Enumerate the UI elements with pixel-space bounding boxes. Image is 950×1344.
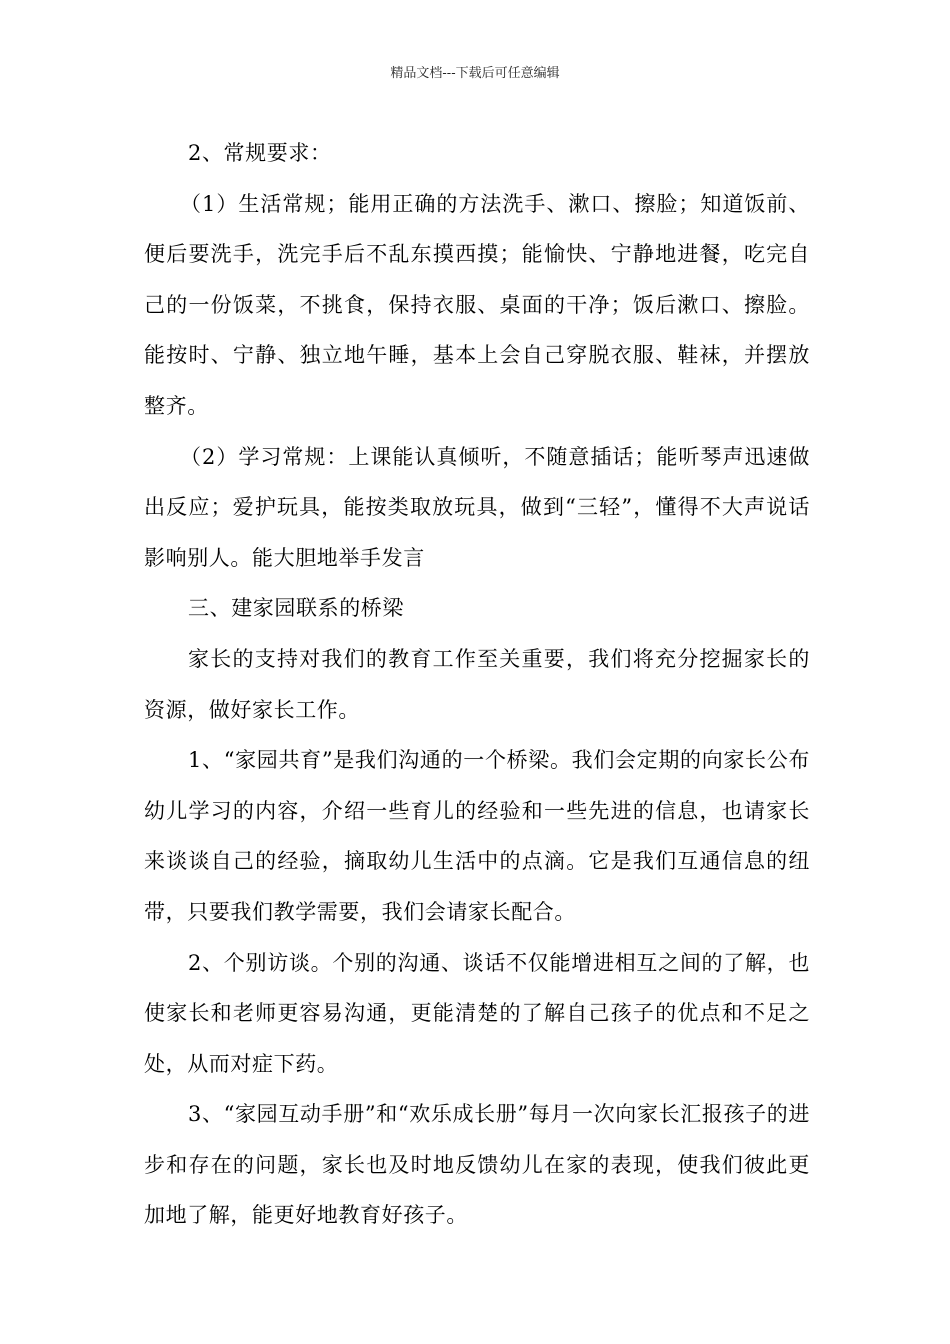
paragraph-life-routine: （1）生活常规；能用正确的方法洗手、漱口、擦脸；知道饭前、便后要洗手，洗完手后不乱东摸西摸；能愉快、宁静地进餐，吃完自己的一份饭菜，不挑食，保持衣服、桌面的干净；饭后漱口、擦脸。能按时、宁静、独立地午睡，基本上会自己穿脱衣服、鞋袜，并摆放整齐。	[144, 191, 810, 418]
section-heading-routine: 2、常规要求：	[188, 141, 332, 165]
page-header: 精品文档---下载后可任意编辑	[390, 66, 560, 81]
section-heading-home-school: 三、建家园联系的桥梁	[188, 596, 404, 621]
paragraph-parent-support: 家长的支持对我们的教育工作至关重要，我们将充分挖掘家长的资源，做好家长工作。	[144, 646, 810, 722]
paragraph-item-3: 3、“家园互动手册”和“欢乐成长册”每月一次向家长汇报孩子的进步和存在的问题，家长也及时地反馈幼儿在家的表现，使我们彼此更加地了解，能更好地教育好孩子。	[144, 1102, 810, 1228]
paragraph-study-routine: （2）学习常规：上课能认真倾听，不随意插话；能听琴声迅速做出反应；爱护玩具，能按类取放玩具，做到“三轻”，懂得不大声说话影响别人。能大胆地举手发言	[144, 444, 810, 570]
document-body	[144, 128, 810, 1241]
paragraph-item-1: 1、“家园共育”是我们沟通的一个桥梁。我们会定期的向家长公布幼儿学习的内容，介绍一些育儿的经验和一些先进的信息，也请家长来谈谈自己的经验，摘取幼儿生活中的点滴。它是我们互通信息的纽带，只要我们教学需要，我们会请家长配合。	[144, 748, 810, 924]
paragraph-item-2: 2、个别访谈。个别的沟通、谈话不仅能增进相互之间的了解，也使家长和老师更容易沟通，更能清楚的了解自己孩子的优点和不足之处，从而对症下药。	[144, 950, 810, 1076]
